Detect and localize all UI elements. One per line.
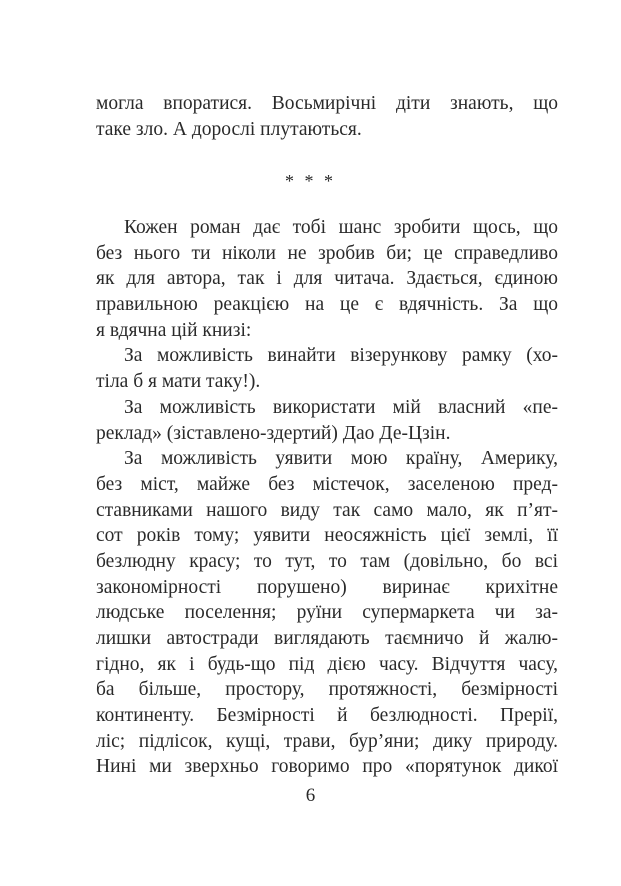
page-number: 6 (305, 785, 316, 806)
text-line: ба більше, простору, протяжності, безмірності (96, 679, 558, 701)
text-line: гідно, як і будь-що під дією часу. Відчуття часу, (96, 653, 558, 675)
text-line: закономірності порушено) виринає крихітне (96, 576, 558, 598)
text-line: безлюдну красу; то тут, то там (довільно, бо всі (96, 550, 558, 572)
text-line: Кожен роман дає тобі шанс зробити щось, що (124, 217, 558, 238)
text-line: без нього ти ніколи не зробив би; це справедливо (96, 242, 558, 264)
text-line: таке зло. А дорослі плутаються. (96, 118, 362, 140)
text-line: За можливість використати мій власний «пе- (124, 396, 558, 418)
text-line: континенту. Безмірності й безлюдності. Прерії, (96, 705, 558, 727)
text-line: правильною реакцією на це є вдячність. За що (96, 294, 558, 316)
section-separator: * * * (285, 171, 336, 191)
text-line: людське поселення; руїни супермаркета чи за- (96, 602, 558, 624)
text-line: я вдячна цій книзі: (96, 319, 252, 341)
main-text (96, 215, 558, 780)
text-line: реклад» (зіставлено-здертий) Дао Де-Цзін. (96, 422, 451, 444)
paragraph-continuation (96, 91, 558, 142)
text-line: За можливість уявити мою країну, Америку, (124, 448, 558, 470)
text-line: як для автора, так і для читача. Здається, єдиною (96, 268, 558, 290)
text-line: ставниками нашого виду так само мало, як п’ят- (96, 499, 558, 521)
text-line: лишки автостради виглядають таємничо й жалю- (96, 628, 558, 649)
text-line: без міст, майже без містечок, заселеною пред- (96, 473, 558, 495)
text-line: тіла б я мати таку!). (96, 371, 261, 393)
text-line: могла впоратися. Восьмирічні діти знають, що (96, 93, 558, 114)
text-line: За можливість винайти візерункову рамку (хо- (124, 345, 558, 367)
text-line: ліс; підлісок, кущі, трави, бур’яни; дику природу. (96, 730, 558, 752)
text-line: сот років тому; уявити неосяжність цієї землі, її (96, 525, 558, 547)
text-line: Нині ми зверхньо говоримо про «порятунок дикої (96, 756, 558, 778)
